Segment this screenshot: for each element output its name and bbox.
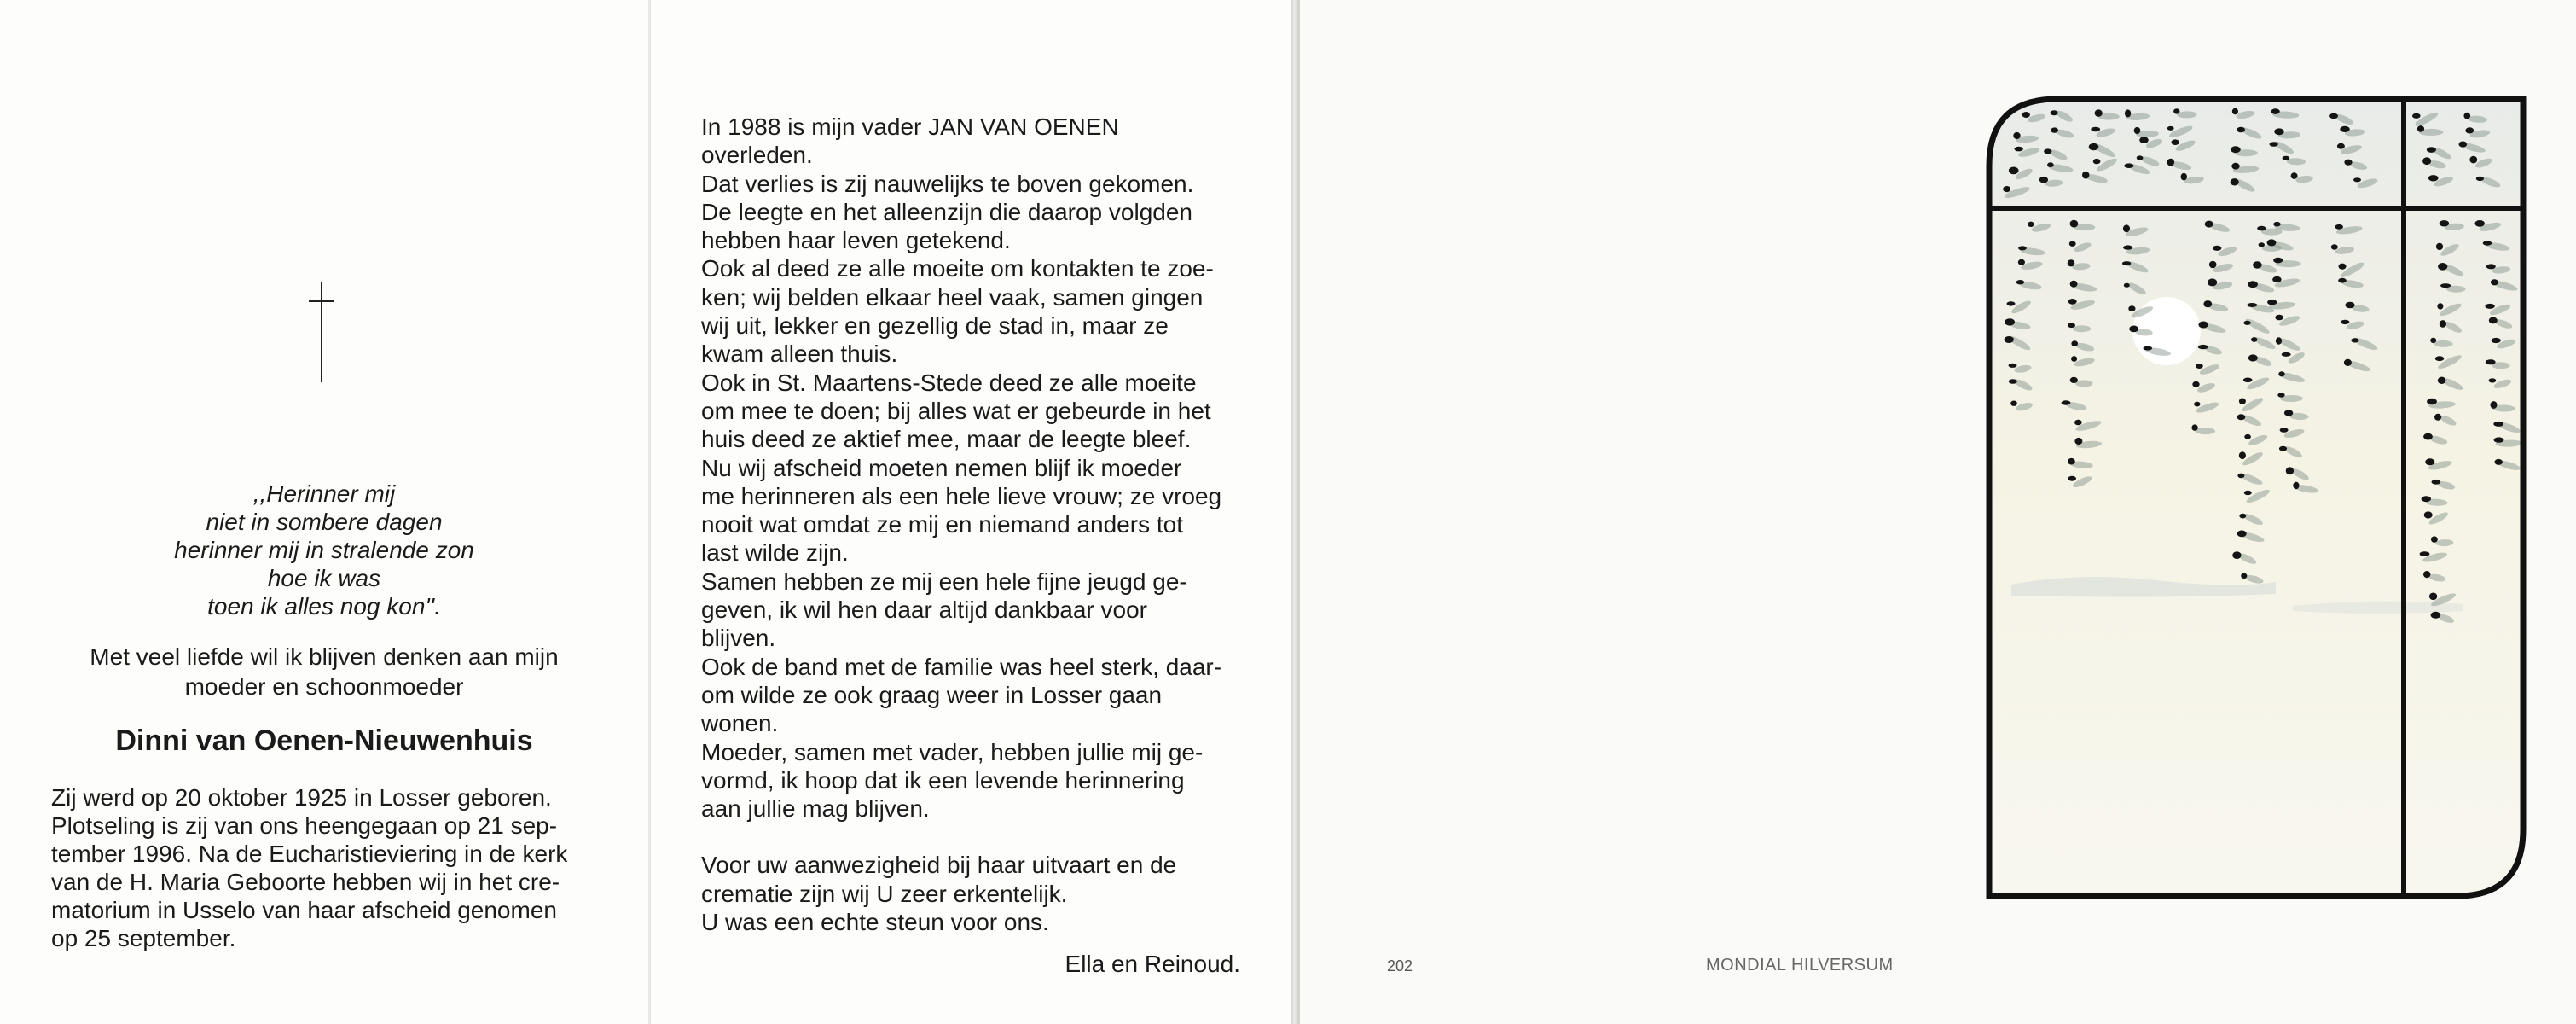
- letter-line: Dat verlies is zij nauwelijks te boven gekomen.: [701, 170, 1194, 197]
- card-left-panel: [0, 0, 648, 1024]
- thanks-line: Voor uw aanwezigheid bij haar uitvaart en de: [701, 852, 1177, 879]
- signature: Ella en Reinoud.: [1065, 951, 1240, 977]
- letter-line: Nu wij afscheid moeten nemen blijf ik moeder: [701, 454, 1182, 481]
- letter-line: blijven.: [701, 625, 776, 652]
- letter-line: me herinneren als een hele lieve vrouw; ze vroeg: [701, 482, 1222, 509]
- letter-line: aan jullie mag blijven.: [701, 795, 930, 823]
- letter-line: vormd, ik hoop dat ik een levende herinnering: [701, 766, 1185, 794]
- letter-line: geven, ik wil hen daar altijd dankbaar voor: [701, 596, 1147, 624]
- poem-line: toen ik alles nog kon''.: [207, 593, 441, 620]
- card-fold: [1291, 0, 1298, 1024]
- bio-line: van de H. Maria Geboorte hebben wij in het cre-: [51, 869, 560, 895]
- paragraph-gap: [701, 823, 1247, 851]
- printer-imprint: MONDIAL HILVERSUM: [1706, 956, 1894, 975]
- dedication-line: Met veel liefde wil ik blijven denken aan mijn: [90, 643, 559, 670]
- bio-line: Plotseling is zij van ons heengegaan op 21 sep-: [51, 812, 558, 839]
- deceased-name: Dinni van Oenen-Nieuwenhuis: [115, 724, 533, 757]
- poem-line: ,,Herinner mij: [252, 480, 396, 507]
- letter-line: huis deed ze aktief mee, maar de leegte bleef.: [701, 426, 1192, 453]
- letter-line: Ook in St. Maartens-Stede deed ze alle moeite: [701, 369, 1197, 396]
- dedication-line: moeder en schoonmoeder: [184, 673, 464, 700]
- bio-line: matorium in Usselo van haar afscheid genomen: [51, 897, 557, 923]
- bio-line: tember 1996. Na de Eucharistieviering in de kerk: [51, 841, 568, 867]
- letter-line: Moeder, samen met vader, hebben jullie mij ge-: [701, 738, 1204, 765]
- letter-line: wonen.: [701, 710, 779, 737]
- letter-line: last wilde zijn.: [701, 539, 849, 567]
- farewell-letter: [701, 113, 1247, 936]
- letter-line: nooit wat omdat ze mij en niemand anders tot: [701, 511, 1183, 538]
- letter-line: overleden.: [701, 142, 813, 169]
- bio-line: Zij werd op 20 oktober 1925 in Losser geboren.: [51, 784, 552, 811]
- window-illustration-svg: [1986, 94, 2528, 899]
- window-illustration: [1986, 94, 2528, 899]
- poem-line: hoe ik was: [267, 565, 381, 591]
- letter-line: om mee te doen; bij alles wat er gebeurde in het: [701, 397, 1211, 424]
- poem-line: niet in sombere dagen: [206, 509, 443, 535]
- thanks-line: U was een echte steun voor ons.: [701, 909, 1049, 936]
- memorial-poem: [51, 480, 597, 620]
- poem-line: herinner mij in stralende zon: [174, 537, 474, 563]
- letter-line: wij uit, lekker en gezellig de stad in, maar ze: [701, 312, 1169, 340]
- letter-line: om wilde ze ook graag weer in Losser gaan: [701, 681, 1163, 708]
- bio-line: op 25 september.: [51, 925, 236, 951]
- letter-line: Ook al deed ze alle moeite om kontakten te zoe-: [701, 255, 1214, 282]
- letter-line: In 1988 is mijn vader JAN VAN OENEN: [701, 113, 1119, 140]
- letter-line: Ook de band met de familie was heel sterk, daar-: [701, 653, 1222, 680]
- cross-icon: [307, 282, 336, 384]
- letter-line: ken; wij belden elkaar heel vaak, samen gingen: [701, 283, 1204, 311]
- card-code: 202: [1387, 957, 1413, 975]
- biography: [51, 783, 597, 952]
- dedication: [51, 642, 597, 701]
- letter-line: kwam alleen thuis.: [701, 340, 898, 368]
- letter-line: hebben haar leven getekend.: [701, 227, 1011, 254]
- letter-line: Samen hebben ze mij een hele fijne jeugd ge-: [701, 567, 1187, 595]
- letter-line: De leegte en het alleenzijn die daarop volgden: [701, 198, 1192, 225]
- thanks-line: crematie zijn wij U zeer erkentelijk.: [701, 880, 1068, 907]
